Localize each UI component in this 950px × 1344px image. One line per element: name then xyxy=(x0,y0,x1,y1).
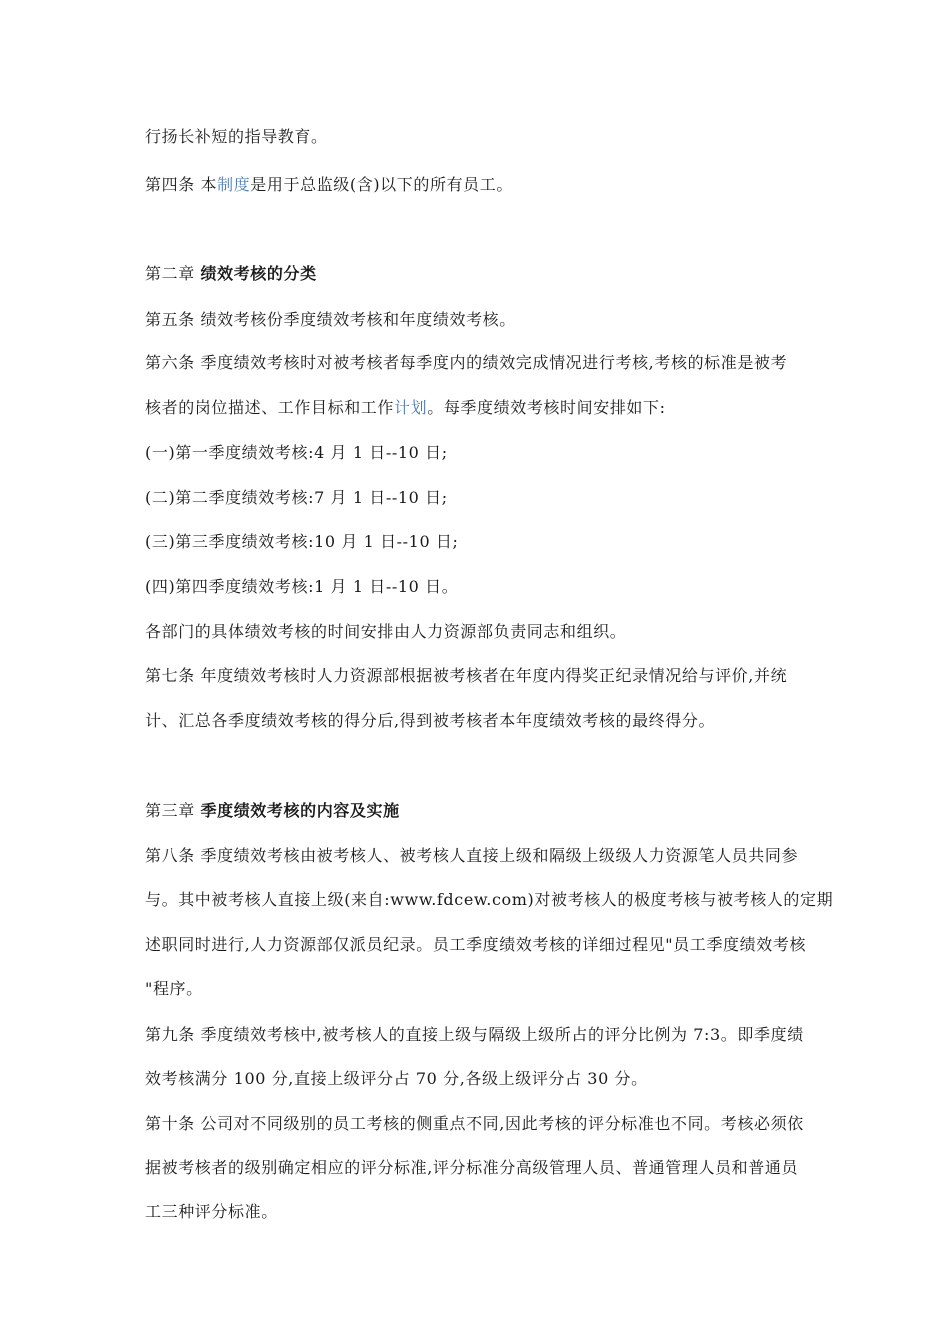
link-jihua[interactable]: 计划 xyxy=(394,398,428,417)
article-6-text-rest: 。每季度绩效考核时间安排如下: xyxy=(427,398,666,417)
article-8-line-4: "程序。 xyxy=(145,979,203,998)
article-4 xyxy=(145,175,513,195)
chapter-2-heading xyxy=(145,264,317,284)
quarter-1-schedule: (一)第一季度绩效考核:4 月 1 日--10 日; xyxy=(145,443,448,462)
article-4-text-rest: 是用于总监级(含)以下的所有员工。 xyxy=(250,175,513,194)
department-note: 各部门的具体绩效考核的时间安排由人力资源部负责同志和组织。 xyxy=(145,622,627,641)
chapter-3-heading xyxy=(145,801,400,821)
article-9-line-1: 第九条 季度绩效考核中,被考核人的直接上级与隔级上级所占的评分比例为 7:3。即季度绩 xyxy=(145,1025,804,1044)
article-7-line-1: 第七条 年度绩效考核时人力资源部根据被考核者在年度内得奖正纪录情况给与评价,并统 xyxy=(145,666,788,685)
article-10-line-3: 工三种评分标准。 xyxy=(145,1202,278,1221)
article-7-line-2: 计、汇总各季度绩效考核的得分后,得到被考核者本年度绩效考核的最终得分。 xyxy=(145,711,716,730)
article-8-line-2: 与。其中被考核人直接上级(来自:www.fdcew.com)对被考核人的极度考核与被考核人的定期 xyxy=(145,890,834,909)
article-10-line-1: 第十条 公司对不同级别的员工考核的侧重点不同,因此考核的评分标准也不同。考核必须依 xyxy=(145,1114,804,1133)
article-9-line-2: 效考核满分 100 分,直接上级评分占 70 分,各级上级评分占 30 分。 xyxy=(145,1069,648,1088)
article-8-line-3: 述职同时进行,人力资源部仅派员纪录。员工季度绩效考核的详细过程见"员工季度绩效考核 xyxy=(145,935,807,954)
article-6-line-1: 第六条 季度绩效考核时对被考核者每季度内的绩效完成情况进行考核,考核的标准是被考 xyxy=(145,353,788,372)
chapter-3-label: 第三章 xyxy=(145,801,201,820)
article-6-text: 核者的岗位描述、工作目标和工作 xyxy=(145,398,395,417)
article-6-line-2 xyxy=(145,398,666,418)
article-10-line-2: 据被考核者的级别确定相应的评分标准,评分标准分高级管理人员、普通管理人员和普通员 xyxy=(145,1158,799,1177)
article-4-text: 第四条 本 xyxy=(145,175,218,194)
article-8-line-1: 第八条 季度绩效考核由被考核人、被考核人直接上级和隔级上级级人力资源笔人员共同参 xyxy=(145,846,799,865)
paragraph-line: 行扬长补短的指导教育。 xyxy=(145,127,328,146)
chapter-2-title: 绩效考核的分类 xyxy=(200,264,317,283)
quarter-4-schedule: (四)第四季度绩效考核:1 月 1 日--10 日。 xyxy=(145,577,459,596)
article-5: 第五条 绩效考核份季度绩效考核和年度绩效考核。 xyxy=(145,310,516,329)
quarter-3-schedule: (三)第三季度绩效考核:10 月 1 日--10 日; xyxy=(145,532,459,551)
chapter-2-label: 第二章 xyxy=(145,264,201,283)
link-zhidu[interactable]: 制度 xyxy=(217,175,251,194)
quarter-2-schedule: (二)第二季度绩效考核:7 月 1 日--10 日; xyxy=(145,488,448,507)
chapter-3-title: 季度绩效考核的内容及实施 xyxy=(200,801,400,820)
